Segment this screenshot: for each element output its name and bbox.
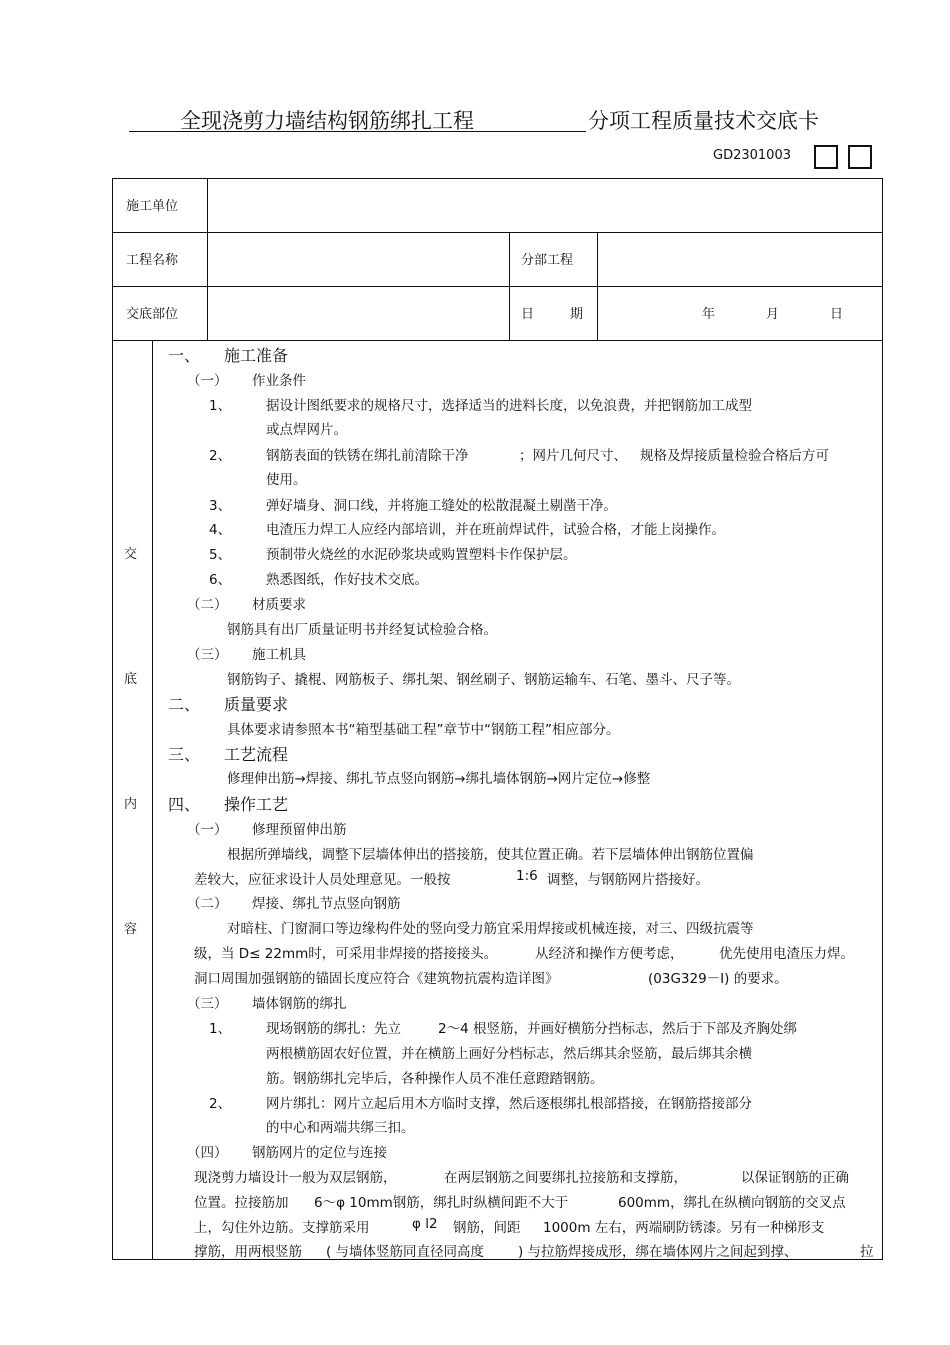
- side-column-divider: [152, 340, 153, 1259]
- item-text: 筋。钢筋绑扎完毕后，各种操作人员不准任意蹬踏钢筋。: [266, 1071, 604, 1087]
- paragraph-text: 钢筋钩子、撬棍、网筋板子、绑扎架、钢丝刷子、钢筋运输车、石笔、墨斗、尺子等。: [227, 672, 740, 688]
- middle-column-divider: [509, 232, 510, 340]
- item-number: 2、: [209, 448, 232, 464]
- item-number: 4、: [209, 522, 232, 538]
- disclosure-part-field[interactable]: [208, 287, 509, 340]
- side-char: 内: [124, 797, 138, 812]
- date-year: 年: [702, 307, 716, 322]
- item-text: 弹好墙身、洞口线，并将施工缝处的松散混凝土剔凿干净。: [266, 498, 617, 514]
- table-border-left: [112, 178, 113, 1259]
- subsection-number: （一）: [187, 822, 228, 838]
- side-char: 交: [124, 547, 138, 562]
- date-day: 日: [830, 307, 844, 322]
- item-text: 熟悉图纸，作好技术交底。: [266, 572, 428, 588]
- paragraph-text: 1:6: [516, 868, 538, 884]
- paragraph-text: 以保证钢筋的正确: [741, 1170, 849, 1186]
- paragraph-text: 洞口周围加强钢筋的锚固长度应符合《建筑物抗震构造详图》: [194, 971, 559, 987]
- item-number: 2、: [209, 1096, 232, 1112]
- item-text: 现场钢筋的绑扎：先立: [266, 1021, 401, 1037]
- subsection-title: 焊接、绑扎节点竖向钢筋: [252, 896, 401, 912]
- item-number: 1、: [209, 1021, 232, 1037]
- subsection-title: 钢筋网片的定位与连接: [252, 1145, 387, 1161]
- paragraph-text: 根据所弹墙线，调整下层墙体伸出的搭接筋，使其位置正确。若下层墙体伸出钢筋位置偏: [227, 847, 754, 863]
- paragraph-text: φ l2: [412, 1216, 438, 1232]
- item-text: 的中心和两端共绑三扣。: [266, 1120, 415, 1136]
- item-text: 钢筋表面的铁锈在绑扎前清除干净: [266, 448, 469, 464]
- paragraph-text: 级，当 D≤ 22mm时，可采用非焊接的搭接接头。: [194, 946, 498, 962]
- table-border-right: [882, 178, 883, 1259]
- paragraph-text: 具体要求请参照本书“箱型基础工程”章节中“钢筋工程”相应部分。: [227, 722, 620, 738]
- disclosure-part-label: 交底部位: [126, 307, 179, 322]
- section-number: 四、: [168, 795, 201, 814]
- paragraph-text: 从经济和操作方便考虑，: [535, 946, 684, 962]
- item-text: 预制带火烧丝的水泥砂浆块或购置塑料卡作保护层。: [266, 547, 577, 563]
- section-number: 三、: [168, 745, 201, 764]
- item-number: 6、: [209, 572, 232, 588]
- item-text: 规格及焊接质量检验合格后方可: [640, 448, 829, 464]
- section-title: 施工准备: [224, 346, 289, 365]
- table-row-divider: [112, 340, 883, 341]
- date-label-2: 期: [570, 307, 584, 322]
- subsection-number: （二）: [187, 896, 228, 912]
- side-char: 底: [124, 672, 138, 687]
- date-month: 月: [766, 307, 780, 322]
- paragraph-text: 对暗柱、门窗洞口等边缘构件处的竖向受力筋宜采用焊接或机械连接，对三、四级抗震等: [227, 921, 754, 937]
- paragraph-text: 上，勾住外边筋。支撑筋采用: [194, 1220, 370, 1236]
- paragraph-text: ( 与墙体竖筋同直径同高度: [326, 1244, 485, 1260]
- subsection-number: （四）: [187, 1145, 228, 1161]
- paragraph-text: 拉: [860, 1244, 874, 1260]
- section-title: 质量要求: [224, 695, 289, 714]
- card-title: 分项工程质量技术交底卡: [588, 109, 819, 133]
- paragraph-text: 6～φ 10mm钢筋，绑扎时纵横间距不大于: [314, 1195, 569, 1211]
- document-code: GD2301003: [713, 148, 791, 163]
- item-text: 电渣压力焊工人应经内部培训，并在班前焊试件，试验合格，才能上岗操作。: [266, 522, 725, 538]
- paragraph-text: 1000m 左右，两端刷防锈漆。另有一种梯形支: [543, 1220, 825, 1236]
- item-number: 5、: [209, 547, 232, 563]
- construction-unit-field[interactable]: [208, 179, 882, 232]
- subsection-number: （二）: [187, 597, 228, 613]
- paragraph-text: 修理伸出筋→焊接、绑扎节点竖向钢筋→绑扎墙体钢筋→网片定位→修整: [227, 771, 651, 787]
- item-number: 3、: [209, 498, 232, 514]
- paragraph-text: 钢筋，间距: [453, 1220, 521, 1236]
- subsection-title: 墙体钢筋的绑扎: [252, 996, 347, 1012]
- project-name-label: 工程名称: [126, 253, 179, 268]
- section-title: 工艺流程: [224, 745, 289, 764]
- item-text: 2～4 根竖筋，并画好横筋分挡标志，然后于下部及齐胸处绑: [438, 1021, 797, 1037]
- section-number: 一、: [168, 346, 201, 365]
- subsection-title: 作业条件: [252, 373, 306, 389]
- paragraph-text: 600mm，绑扎在纵横向钢筋的交叉点: [618, 1195, 846, 1211]
- item-text: 或点焊网片。: [266, 422, 347, 438]
- sub-project-label: 分部工程: [521, 253, 574, 268]
- construction-unit-label: 施工单位: [126, 199, 179, 214]
- paragraph-text: ) 与拉筋焊接成形，绑在墙体网片之间起到撑、: [518, 1244, 798, 1260]
- subsection-title: 修理预留伸出筋: [252, 822, 347, 838]
- sub-project-field[interactable]: [598, 233, 882, 286]
- date-label-1: 日: [521, 307, 535, 322]
- item-text: 网片绑扎：网片立起后用木方临时支撑，然后逐根绑扎根部搭接，在钢筋搭接部分: [266, 1096, 752, 1112]
- project-name-field[interactable]: [208, 233, 509, 286]
- item-text: 据设计图纸要求的规格尺寸，选择适当的进料长度，以免浪费，并把钢筋加工成型: [266, 398, 752, 414]
- project-name: 全现浇剪力墙结构钢筋绑扎工程: [180, 109, 474, 133]
- section-number: 二、: [168, 695, 201, 714]
- paragraph-text: 现浇剪力墙设计一般为双层钢筋，: [194, 1170, 397, 1186]
- checkbox-1[interactable]: [814, 145, 838, 169]
- paragraph-text: 钢筋具有出厂质量证明书并经复试检验合格。: [227, 622, 497, 638]
- subsection-title: 施工机具: [252, 647, 306, 663]
- subsection-number: （一）: [187, 373, 228, 389]
- item-text: 使用。: [266, 472, 307, 488]
- paragraph-text: 调整，与钢筋网片搭接好。: [547, 872, 709, 888]
- subsection-number: （三）: [187, 647, 228, 663]
- section-title: 操作工艺: [224, 795, 289, 814]
- item-text: 两根横筋固农好位置，并在横筋上画好分档标志，然后绑其余竖筋，最后绑其余横: [266, 1046, 752, 1062]
- paragraph-text: 在两层钢筋之间要绑扎拉接筋和支撑筋，: [444, 1170, 687, 1186]
- subsection-title: 材质要求: [252, 597, 306, 613]
- item-text: ；网片几何尺寸、: [519, 448, 627, 464]
- title-underline: [129, 131, 586, 132]
- item-number: 1、: [209, 398, 232, 414]
- paragraph-text: 撑筋，用两根竖筋: [194, 1244, 302, 1260]
- paragraph-text: 差较大，应征求设计人员处理意见。一般按: [194, 872, 451, 888]
- paragraph-text: (03G329－I) 的要求。: [648, 971, 788, 987]
- side-char: 容: [124, 922, 138, 937]
- paragraph-text: 位置。拉接筋加: [194, 1195, 289, 1211]
- subsection-number: （三）: [187, 996, 228, 1012]
- paragraph-text: 优先使用电渣压力焊。: [719, 946, 854, 962]
- checkbox-2[interactable]: [848, 145, 872, 169]
